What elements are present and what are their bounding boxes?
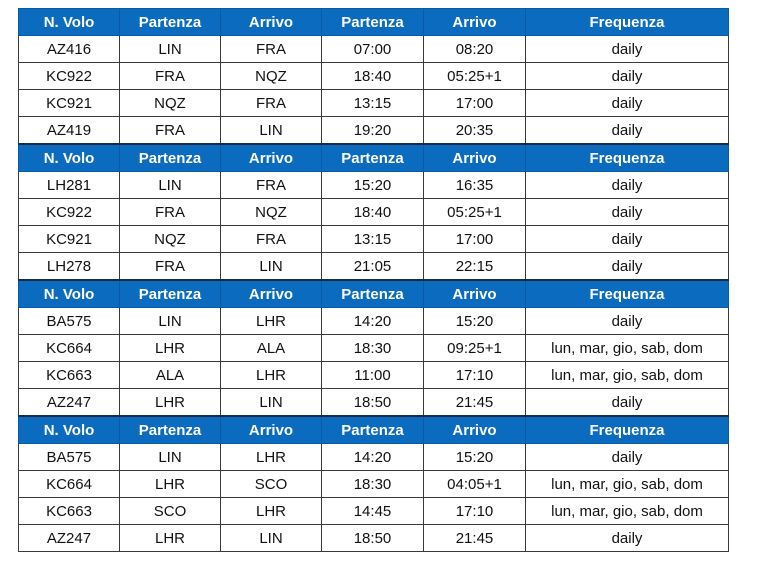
arrival-airport-cell: LHR [221,308,322,335]
arrival-time-cell: 08:20 [424,36,526,63]
departure-airport-cell: LIN [120,36,221,63]
departure-time-cell: 14:20 [322,444,424,471]
header-arrival-airport: Arrivo [221,144,322,172]
header-flight-number: N. Volo [19,9,120,36]
departure-time-cell: 15:20 [322,172,424,199]
arrival-time-cell: 17:00 [424,90,526,117]
flight-number-cell: AZ247 [19,389,120,417]
arrival-airport-cell: LIN [221,389,322,417]
header-row [19,9,729,36]
departure-airport-cell: LIN [120,444,221,471]
arrival-time-cell: 22:15 [424,253,526,281]
arrival-time-cell: 17:10 [424,362,526,389]
header-row [19,416,729,444]
arrival-airport-cell: LIN [221,253,322,281]
arrival-airport-cell: NQZ [221,199,322,226]
departure-airport-cell: FRA [120,253,221,281]
departure-time-cell: 07:00 [322,36,424,63]
departure-time-cell: 18:50 [322,389,424,417]
header-departure-airport: Partenza [120,9,221,36]
arrival-time-cell: 15:20 [424,444,526,471]
flight-number-cell: BA575 [19,308,120,335]
flight-schedule-body [19,9,729,552]
departure-airport-cell: NQZ [120,226,221,253]
header-departure-airport: Partenza [120,144,221,172]
departure-time-cell: 13:15 [322,90,424,117]
header-flight-number: N. Volo [19,144,120,172]
departure-time-cell: 11:00 [322,362,424,389]
departure-time-cell: 13:15 [322,226,424,253]
table-row [19,172,729,199]
header-flight-number: N. Volo [19,416,120,444]
arrival-time-cell: 16:35 [424,172,526,199]
header-frequency: Frequenza [526,9,729,36]
table-row [19,525,729,552]
departure-airport-cell: LHR [120,525,221,552]
table-row [19,63,729,90]
flight-number-cell: KC664 [19,471,120,498]
table-row [19,253,729,281]
arrival-time-cell: 09:25+1 [424,335,526,362]
arrival-airport-cell: SCO [221,471,322,498]
header-row [19,280,729,308]
frequency-cell: daily [526,253,729,281]
departure-airport-cell: ALA [120,362,221,389]
header-arrival-airport: Arrivo [221,280,322,308]
header-row [19,144,729,172]
header-departure-time: Partenza [322,416,424,444]
departure-airport-cell: LIN [120,308,221,335]
arrival-time-cell: 05:25+1 [424,199,526,226]
header-departure-time: Partenza [322,280,424,308]
arrival-airport-cell: FRA [221,172,322,199]
arrival-airport-cell: NQZ [221,63,322,90]
departure-airport-cell: FRA [120,199,221,226]
frequency-cell: lun, mar, gio, sab, dom [526,498,729,525]
header-arrival-time: Arrivo [424,144,526,172]
arrival-airport-cell: LHR [221,498,322,525]
departure-time-cell: 21:05 [322,253,424,281]
arrival-time-cell: 17:10 [424,498,526,525]
departure-airport-cell: NQZ [120,90,221,117]
header-arrival-time: Arrivo [424,280,526,308]
table-row [19,362,729,389]
flight-number-cell: AZ419 [19,117,120,145]
flight-number-cell: KC663 [19,362,120,389]
table-row [19,90,729,117]
table-row [19,226,729,253]
table-row [19,199,729,226]
arrival-airport-cell: LIN [221,525,322,552]
departure-time-cell: 14:20 [322,308,424,335]
arrival-time-cell: 15:20 [424,308,526,335]
table-row [19,308,729,335]
table-row [19,389,729,417]
flight-number-cell: LH278 [19,253,120,281]
frequency-cell: daily [526,444,729,471]
arrival-airport-cell: FRA [221,226,322,253]
header-frequency: Frequenza [526,144,729,172]
flight-schedule-table [18,8,729,552]
flight-number-cell: KC664 [19,335,120,362]
flight-number-cell: BA575 [19,444,120,471]
arrival-airport-cell: LIN [221,117,322,145]
table-row [19,471,729,498]
arrival-time-cell: 21:45 [424,389,526,417]
departure-time-cell: 18:50 [322,525,424,552]
header-departure-time: Partenza [322,9,424,36]
arrival-airport-cell: ALA [221,335,322,362]
header-flight-number: N. Volo [19,280,120,308]
frequency-cell: lun, mar, gio, sab, dom [526,362,729,389]
flight-number-cell: AZ416 [19,36,120,63]
departure-airport-cell: LHR [120,471,221,498]
flight-number-cell: AZ247 [19,525,120,552]
header-frequency: Frequenza [526,416,729,444]
header-frequency: Frequenza [526,280,729,308]
departure-airport-cell: LHR [120,335,221,362]
flight-number-cell: KC663 [19,498,120,525]
arrival-airport-cell: LHR [221,444,322,471]
table-row [19,36,729,63]
frequency-cell: daily [526,63,729,90]
departure-time-cell: 18:40 [322,199,424,226]
departure-time-cell: 18:40 [322,63,424,90]
frequency-cell: lun, mar, gio, sab, dom [526,335,729,362]
flight-number-cell: KC921 [19,90,120,117]
table-row [19,117,729,145]
header-departure-airport: Partenza [120,416,221,444]
flight-number-cell: LH281 [19,172,120,199]
frequency-cell: daily [526,172,729,199]
departure-time-cell: 14:45 [322,498,424,525]
header-arrival-time: Arrivo [424,416,526,444]
header-departure-airport: Partenza [120,280,221,308]
departure-time-cell: 19:20 [322,117,424,145]
table-row [19,498,729,525]
arrival-time-cell: 17:00 [424,226,526,253]
header-arrival-airport: Arrivo [221,416,322,444]
departure-airport-cell: SCO [120,498,221,525]
frequency-cell: lun, mar, gio, sab, dom [526,471,729,498]
table-row [19,444,729,471]
flight-number-cell: KC922 [19,199,120,226]
header-departure-time: Partenza [322,144,424,172]
departure-time-cell: 18:30 [322,471,424,498]
departure-airport-cell: FRA [120,117,221,145]
flight-number-cell: KC922 [19,63,120,90]
departure-airport-cell: LIN [120,172,221,199]
flight-number-cell: KC921 [19,226,120,253]
arrival-time-cell: 21:45 [424,525,526,552]
frequency-cell: daily [526,36,729,63]
frequency-cell: daily [526,117,729,145]
arrival-time-cell: 04:05+1 [424,471,526,498]
frequency-cell: daily [526,308,729,335]
frequency-cell: daily [526,90,729,117]
frequency-cell: daily [526,226,729,253]
arrival-airport-cell: FRA [221,90,322,117]
frequency-cell: daily [526,389,729,417]
frequency-cell: daily [526,525,729,552]
arrival-airport-cell: LHR [221,362,322,389]
departure-time-cell: 18:30 [322,335,424,362]
header-arrival-time: Arrivo [424,9,526,36]
header-arrival-airport: Arrivo [221,9,322,36]
arrival-airport-cell: FRA [221,36,322,63]
departure-airport-cell: LHR [120,389,221,417]
arrival-time-cell: 05:25+1 [424,63,526,90]
frequency-cell: daily [526,199,729,226]
departure-airport-cell: FRA [120,63,221,90]
arrival-time-cell: 20:35 [424,117,526,145]
table-row [19,335,729,362]
